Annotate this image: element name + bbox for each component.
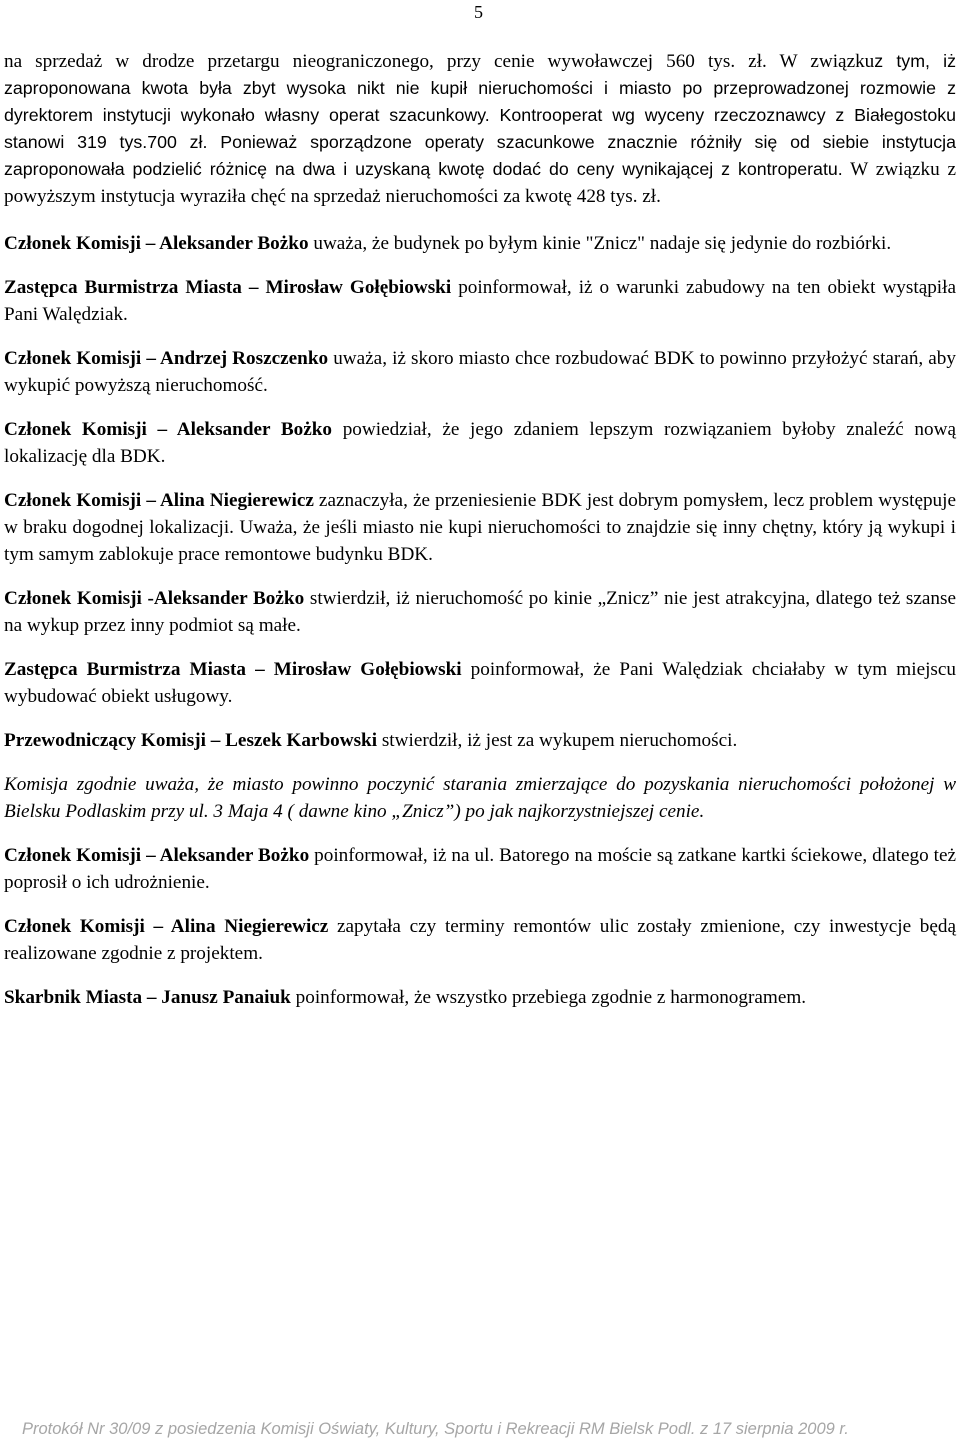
paragraph-text: stwierdził, iż nieruchomość po kinie „Znicz” nie jest atrakcyjna, dlatego też szanse na wykup przez inny podmiot są małe. <box>4 588 956 636</box>
paragraph-text: powiedział, że jego zdaniem lepszym rozwiązaniem byłoby znaleźć nową lokalizację dla BDK. <box>4 419 956 467</box>
paragraph-text: z tym, iż zaproponowana kwota była zbyt wysoka nikt nie kupił nieruchomości i miasto po przeprowadzonej rozmowie z dyrektorem instytucji wykonało własny operat szacunkowy. Kontrooperat wg wyceny rzeczoznawcy z Białegostoku stanowi 319 tys.700 zł. Ponieważ sporządzone operaty szacunkowe znacznie różniły się od siebie instytucja zaproponowała podzielić różnicę na dwa i uzyskaną kwotę dodać do ceny wynikającej z kontroperatu. <box>4 51 956 179</box>
paragraph <box>4 487 956 568</box>
page-footer: Protokół Nr 30/09 z posiedzenia Komisji Oświaty, Kultury, Sportu i Rekreacji RM Bielsk Podl. z 17 sierpnia 2009 r. <box>22 1420 849 1438</box>
paragraph <box>4 771 956 825</box>
paragraph <box>4 274 956 328</box>
paragraph-text: Komisja zgodnie uważa, że miasto powinno poczynić starania zmierzające do pozyskania nieruchomości położonej w Bielsku Podlaskim przy ul. 3 Maja 4 ( dawne kino „Znicz”) po jak najkorzystniejszej cenie. <box>4 774 956 822</box>
speaker-name: Skarbnik Miasta – Janusz Panaiuk <box>4 987 291 1008</box>
paragraph-text: uważa, że budynek po byłym kinie "Znicz" nadaje się jedynie do rozbiórki. <box>308 233 892 254</box>
speaker-name: Członek Komisji – Aleksander Bożko <box>4 419 333 440</box>
speaker-name: Członek Komisji -Aleksander Bożko <box>4 588 305 609</box>
paragraph <box>4 842 956 896</box>
page-number: 5 <box>474 2 483 22</box>
paragraph-text: poinformował, że wszystko przebiega zgodnie z harmonogramem. <box>290 987 807 1008</box>
paragraph <box>4 48 956 210</box>
paragraph <box>4 984 956 1011</box>
paragraph <box>4 727 956 754</box>
paragraph-text: zapytała czy terminy remontów ulic zostały zmienione, czy inwestycje będą realizowane zgodnie z projektem. <box>4 916 957 964</box>
speaker-name: Przewodniczący Komisji – Leszek Karbowski <box>4 730 378 751</box>
paragraph <box>4 345 956 399</box>
paragraph-text: uważa, iż skoro miasto chce rozbudować BDK to powinno przyłożyć starań, aby wykupić powyższą nieruchomość. <box>4 348 956 396</box>
paragraph <box>4 913 956 967</box>
paragraph-text: poinformował, że Pani Walędziak chciałaby w tym miejscu wybudować obiekt usługowy. <box>4 659 956 707</box>
paragraph-text: zaznaczyła, że przeniesienie BDK jest dobrym pomysłem, lecz problem występuje w braku dogodnej lokalizacji. Uważa, że jeśli miasto nie kupi nieruchomości to znajdzie się inny chętny, który ją wykupi i tym samym zablokuje prace remontowe budynku BDK. <box>4 490 957 565</box>
paragraph-text: stwierdził, iż jest za wykupem nieruchomości. <box>377 730 738 751</box>
speaker-name: Zastępca Burmistrza Miasta – Mirosław Gołębiowski <box>4 659 462 680</box>
speaker-name: Członek Komisji – Andrzej Roszczenko <box>4 348 329 369</box>
document-body <box>4 48 956 1028</box>
paragraph <box>4 585 956 639</box>
speaker-name: Członek Komisji – Aleksander Bożko <box>4 233 309 254</box>
paragraph-text: poinformował, iż na ul. Batorego na moście są zatkane kartki ściekowe, dlatego też poprosił o ich udrożnienie. <box>4 845 956 893</box>
paragraph-text: na sprzedaż w drodze przetargu nieograniczonego, przy cenie wywoławczej 560 tys. zł. W związku <box>4 51 875 72</box>
paragraph <box>4 230 956 257</box>
paragraph <box>4 656 956 710</box>
speaker-name: Członek Komisji – Aleksander Bożko <box>4 845 310 866</box>
speaker-name: Członek Komisji – Alina Niegierewicz <box>4 916 329 937</box>
paragraph-text: poinformował, iż o warunki zabudowy na ten obiekt wystąpiła Pani Walędziak. <box>4 277 956 325</box>
speaker-name: Zastępca Burmistrza Miasta – Mirosław Gołębiowski <box>4 277 452 298</box>
paragraph <box>4 416 956 470</box>
speaker-name: Członek Komisji – Alina Niegierewicz <box>4 490 314 511</box>
paragraph-text: W związku z powyższym instytucja wyraziła chęć na sprzedaż nieruchomości za kwotę 428 tys. zł. <box>4 159 956 207</box>
